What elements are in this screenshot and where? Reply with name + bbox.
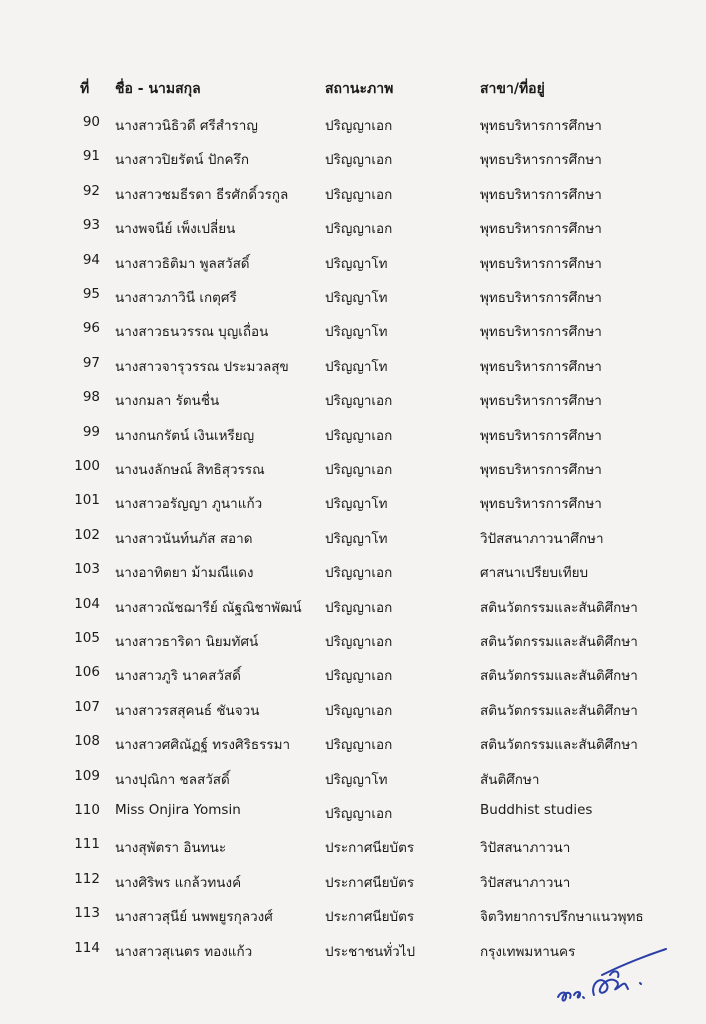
row-name: นางสาวปิยรัตน์ ปักครึก: [115, 152, 250, 169]
row-status: ปริญญาเอก: [325, 737, 393, 754]
row-status: ปริญญาเอก: [325, 221, 393, 238]
table-row: [0, 217, 706, 239]
row-branch: สตินวัตกรรมและสันติศึกษา: [480, 702, 638, 719]
row-status: ประกาศนียบัตร: [325, 874, 415, 891]
row-status: ปริญญาเอก: [325, 152, 393, 169]
row-status: ปริญญาเอก: [325, 634, 393, 650]
table-row: [0, 836, 706, 858]
row-number: 114: [74, 939, 100, 956]
row-name: นางสาวนิธิวดี ศรีสำราญ: [115, 118, 258, 134]
row-name: นางสาวธนวรรณ บุญเถื่อน: [115, 324, 269, 341]
row-name: นางสาวนันท์นภัส สอาด: [115, 530, 253, 547]
row-status: ปริญญาเอก: [325, 702, 393, 719]
row-name: นางสาวณัชฌารีย์ ณัฐณิชาพัฒน์: [115, 599, 302, 616]
row-branch: พุทธบริหารการศึกษา: [480, 324, 602, 341]
row-branch: พุทธบริหารการศึกษา: [480, 152, 602, 169]
row-number: 90: [82, 114, 100, 130]
row-branch: สตินวัตกรรมและสันติศึกษา: [480, 737, 638, 754]
row-name: นางสาวชมธีรดา ธีรศักดิ์วรกูล: [115, 186, 289, 203]
row-status: ปริญญาเอก: [325, 427, 393, 444]
row-branch: พุทธบริหารการศึกษา: [480, 496, 602, 513]
table-row: [0, 320, 706, 342]
row-status: ปริญญาโท: [325, 324, 388, 341]
row-status: ปริญญาเอก: [325, 599, 393, 616]
row-branch: พุทธบริหารการศึกษา: [480, 393, 602, 410]
row-branch: สันติศึกษา: [480, 771, 540, 788]
table-row: [0, 286, 706, 308]
table-row: [0, 355, 706, 377]
row-number: 94: [82, 251, 100, 268]
row-name: นางสาวศศิณัฏฐ์ ทรงศิริธรรมา: [115, 737, 291, 754]
row-branch: กรุงเทพมหานคร: [480, 943, 576, 960]
table-row: [0, 527, 706, 549]
row-name: นางนงลักษณ์ สิทธิสุวรรณ: [115, 462, 265, 478]
table-row: [0, 389, 706, 411]
row-name: นางกมลา รัตนชื่น: [115, 393, 220, 410]
row-number: 112: [74, 870, 100, 887]
row-branch: พุทธบริหารการศึกษา: [480, 290, 602, 306]
row-branch: จิตวิทยาการปรึกษาแนวพุทธ: [480, 909, 644, 926]
row-status: ปริญญาเอก: [325, 806, 393, 822]
row-name: นางสาวภาวินี เกตุศรี: [115, 290, 237, 306]
row-number: 102: [74, 526, 100, 543]
row-branch: สตินวัตกรรมและสันติศึกษา: [480, 599, 638, 616]
row-status: ปริญญาเอก: [325, 118, 393, 134]
row-name: นางสาวธิติมา พูลสวัสดิ์: [115, 255, 250, 272]
row-number: 103: [74, 561, 100, 578]
row-number: 111: [74, 836, 100, 853]
row-name: Miss Onjira Yomsin: [115, 802, 241, 818]
row-name: นางสาวภูริ นาคสวัสดิ์: [115, 668, 241, 685]
table-row: [0, 561, 706, 583]
row-number: 95: [82, 286, 100, 302]
row-status: ปริญญาเอก: [325, 393, 393, 410]
row-name: นางกนกรัตน์ เงินเหรียญ: [115, 427, 255, 444]
row-branch: พุทธบริหารการศึกษา: [480, 462, 602, 478]
row-name: นางพจนีย์ เพ็งเปลี่ยน: [115, 221, 236, 238]
row-number: 109: [74, 767, 100, 784]
row-number: 92: [82, 182, 100, 199]
row-branch: พุทธบริหารการศึกษา: [480, 118, 602, 134]
table-row: [0, 114, 706, 136]
row-status: ปริญญาเอก: [325, 565, 393, 582]
row-branch: วิปัสสนาภาวนา: [480, 874, 571, 891]
row-branch: พุทธบริหารการศึกษา: [480, 186, 602, 203]
table-row: [0, 183, 706, 205]
table-row: [0, 664, 706, 686]
table-row: [0, 630, 706, 652]
table-row: [0, 733, 706, 755]
row-name: นางศิริพร แกล้วทนงค์: [115, 874, 242, 891]
table-row: [0, 596, 706, 618]
row-number: 104: [74, 595, 100, 612]
row-status: ปริญญาโท: [325, 771, 388, 788]
table-row: [0, 424, 706, 446]
row-status: ปริญญาเอก: [325, 186, 393, 203]
table-row: [0, 871, 706, 893]
row-name: นางสาวสุเนตร ทองแก้ว: [115, 943, 253, 960]
row-branch: สตินวัตกรรมและสันติศึกษา: [480, 634, 638, 650]
row-branch: ศาสนาเปรียบเทียบ: [480, 565, 589, 582]
row-branch: Buddhist studies: [480, 802, 593, 818]
row-number: 93: [82, 217, 100, 234]
row-number: 98: [82, 389, 100, 406]
table-row: [0, 905, 706, 927]
signature: [550, 935, 670, 1015]
table-row: [0, 148, 706, 170]
row-branch: สตินวัตกรรมและสันติศึกษา: [480, 668, 638, 685]
row-status: ปริญญาโท: [325, 358, 388, 375]
row-number: 113: [74, 905, 100, 922]
table-row: [0, 699, 706, 721]
row-status: ประชาชนทั่วไป: [325, 943, 416, 960]
row-number: 101: [74, 492, 100, 509]
row-status: ปริญญาโท: [325, 290, 388, 306]
table-row: [0, 768, 706, 790]
row-name: นางสุพัตรา อินทนะ: [115, 840, 227, 857]
row-name: นางปุณิกา ชลสวัสดิ์: [115, 771, 230, 788]
row-number: 106: [74, 664, 100, 681]
row-branch: พุทธบริหารการศึกษา: [480, 427, 602, 444]
header-branch: สาขา/ที่อยู่: [480, 81, 545, 97]
row-number: 105: [74, 630, 100, 646]
row-number: 96: [82, 320, 100, 337]
row-name: นางอาทิตยา ม้ามณีแดง: [115, 565, 254, 582]
row-status: ปริญญาเอก: [325, 462, 393, 478]
row-status: ปริญญาโท: [325, 496, 388, 513]
row-number: 107: [74, 698, 100, 715]
row-branch: วิปัสสนาภาวนา: [480, 840, 571, 857]
header-status: สถานะภาพ: [325, 81, 394, 97]
row-branch: พุทธบริหารการศึกษา: [480, 255, 602, 272]
row-number: 110: [74, 802, 100, 818]
table-row: [0, 802, 706, 824]
row-status: ประกาศนียบัตร: [325, 840, 415, 857]
row-number: 99: [82, 423, 100, 440]
header-no: ที่: [80, 81, 90, 97]
row-number: 91: [82, 148, 100, 165]
row-name: นางสาวธาริดา นิยมทัศน์: [115, 634, 259, 650]
row-name: นางสาวรสสุคนธ์ ชันจวน: [115, 702, 260, 719]
row-branch: พุทธบริหารการศึกษา: [480, 358, 602, 375]
row-branch: พุทธบริหารการศึกษา: [480, 221, 602, 238]
row-name: นางสาวจารุวรรณ ประมวลสุข: [115, 358, 289, 375]
header-name: ชื่อ - นามสกุล: [115, 81, 201, 97]
row-name: นางสาวสุนีย์ นพพยูรกุลวงศ์: [115, 909, 273, 926]
row-number: 100: [74, 458, 100, 474]
row-number: 97: [82, 354, 100, 371]
row-status: ปริญญาเอก: [325, 668, 393, 685]
table-row: [0, 252, 706, 274]
row-status: ปริญญาโท: [325, 255, 388, 272]
row-branch: วิปัสสนาภาวนาศึกษา: [480, 530, 604, 547]
row-status: ประกาศนียบัตร: [325, 909, 415, 926]
row-status: ปริญญาโท: [325, 530, 388, 547]
row-name: นางสาวอรัญญา ภูนาแก้ว: [115, 496, 263, 513]
table-row: [0, 492, 706, 514]
table-row: [0, 458, 706, 480]
row-number: 108: [74, 733, 100, 750]
